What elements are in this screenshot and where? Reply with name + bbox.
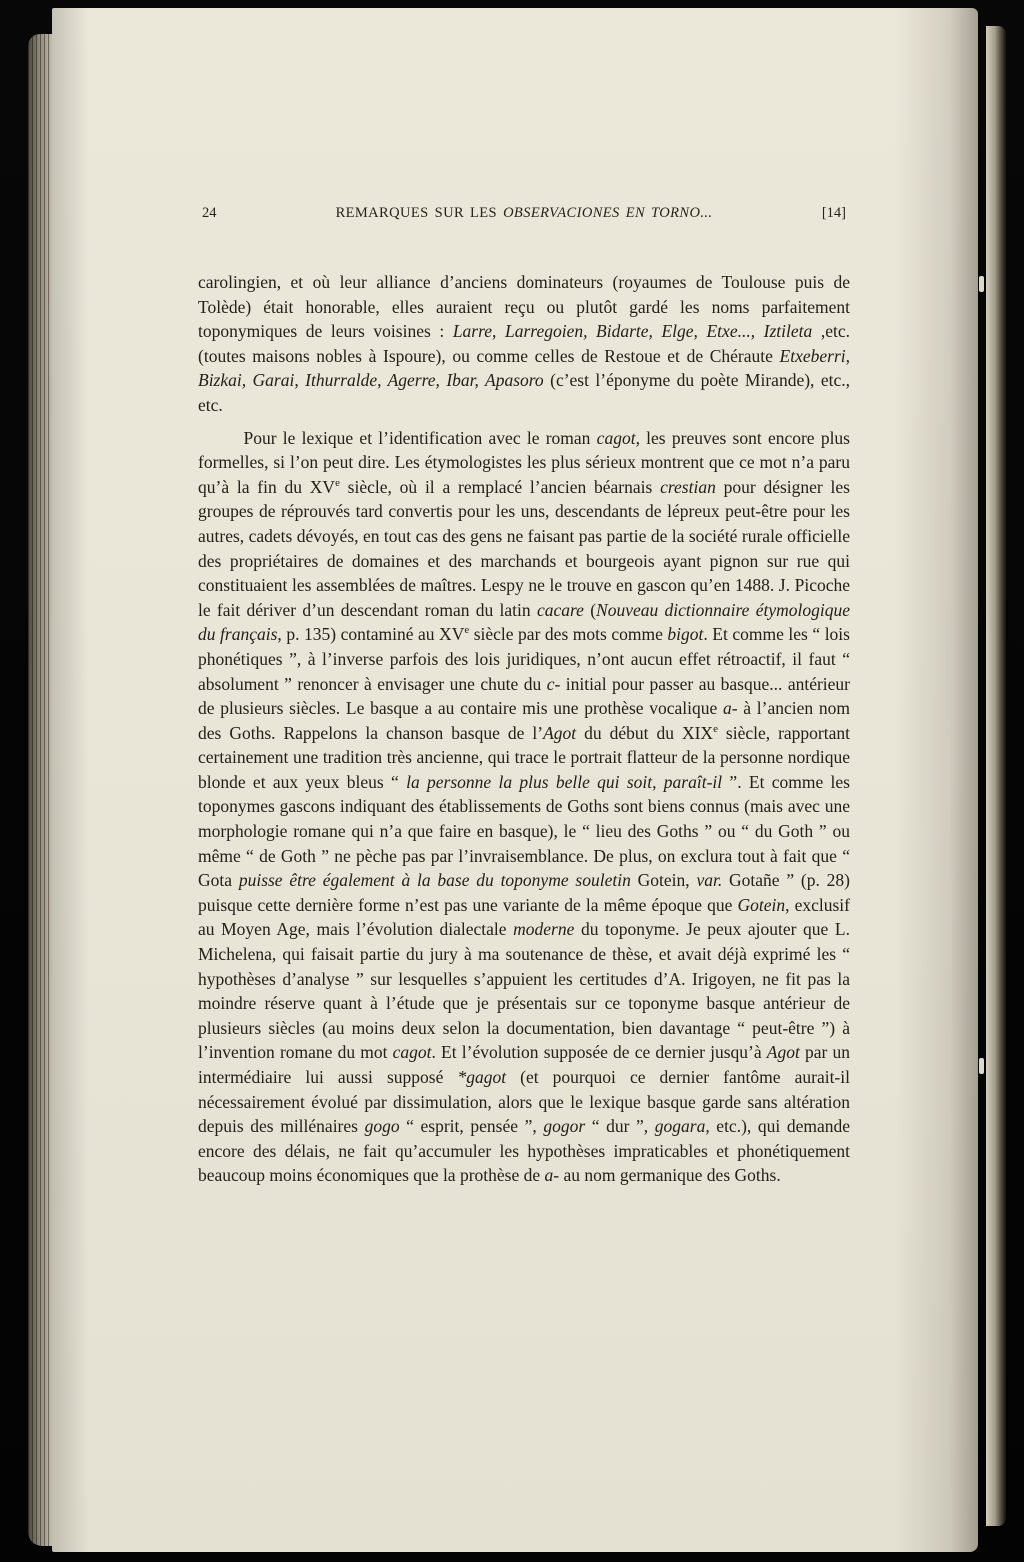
page-number: 24 <box>202 205 217 221</box>
running-header <box>198 205 850 225</box>
binding-thread <box>979 1058 984 1074</box>
running-title: REMARQUES SUR LES OBSERVACIONES EN TORNO... <box>335 205 713 221</box>
page-content <box>52 8 978 1552</box>
paragraph: carolingien, et où leur alliance d’anciens dominateurs (royaumes de Toulouse puis de Tolède) était honorable, elles auraient reçu ou plutôt gardé les noms parfaitement toponymiques de leurs voisines : Larre, Larregoien, Bidarte, Elge, Etxe..., Iztileta ,etc. (toutes maisons nobles à Ispoure), ou comme celles de Restoue et de Chéraute Etxeberri, Bizkai, Garai, Ithurralde, Agerre, Ibar, Apasoro (c’est l’éponyme du poète Mirande), etc., etc. <box>198 272 850 415</box>
paragraph: Pour le lexique et l’identification avec le roman cagot, les preuves sont encore plus formelles, si l’on peut dire. Les étymologistes les plus sérieux montrent que ce mot n’a paru qu’à la fin du XVe siècle, où il a remplacé l’ancien béarnais crestian pour désigner les groupes de réprouvés tard convertis pour les uns, descendants de lépreux peut-être pour les autres, cadets dévoyés, en tout cas des gens ne faisant pas partie de la société rurale officielle des propriétaires de domaines et des marchands et bourgeois ayant pignon sur rue qui constituaient les assemblées de maîtres. Lespy ne le trouve en gascon qu’en 1488. J. Picoche le fait dériver d’un descendant roman du latin cacare (Nouveau dictionnaire étymologique du français, p. 135) contaminé au XVe siècle par des mots comme bigot. Et comme les “ lois phonétiques ”, à l’inverse parfois des lois juridiques, n’ont aucun effet rétroactif, il faut “ absolument ” renoncer à envisager une chute du c- initial pour passer au basque... antérieur de plusieurs siècles. Le basque a au contaire mis une prothèse vocalique a- à l’ancien nom des Goths. Rappelons la chanson basque de l’Agot du début du XIXe siècle, rapportant certainement une tradition très ancienne, qui trace le portrait flatteur de la personne nordique blonde et aux yeux bleus “ la personne la plus belle qui soit, paraît-il ”. Et comme les toponymes gascons indiquant des établissements de Goths sont biens connus (mais avec une morphologie romane qui n’a que faire en basque), le “ lieu des Goths ” ou “ du Goth ” ou même “ de Goth ” ne pèche pas par l’invraisemblance. De plus, on exclura tout à fait que “ Gota puisse être également à la base du toponyme souletin Gotein, var. Gotañe ” (p. 28) puisque cette dernière forme n’est pas une variante de la même époque que Gotein, exclusif au Moyen Age, mais l’évolution dialectale moderne du toponyme. Je peux ajouter que L. Michelena, qui faisait partie du jury à ma soutenance de thèse, et avait déjà exprimé les “ hypothèses d’analyse ” sur lesquelles s’appuient les certitudes d’A. Irigoyen, ne fit pas la moindre réserve quant à l’étude que je présentais sur ce toponyme basque antérieur de plusieurs siècles (au moins deux selon la documentation, bien davantage “ peut-être ”) à l’invention romane du mot cagot. Et l’évolution supposée de ce dernier jusqu’à Agot par un intermédiaire lui aussi supposé *gagot (et pourquoi ce dernier fantôme aurait-il nécessairement évolué par dissimulation, alors que le lexique basque garde sans altération depuis des millénaires gogo “ esprit, pensée ”, gogor “ dur ”, gogara, etc.), qui demande encore des délais, ne fait qu’accumuler les hypothèses impraticables et phonétiquement beaucoup moins économiques que la prothèse de a- au nom germanique des Goths. <box>198 427 851 1186</box>
adjacent-page-edge <box>986 26 1006 1526</box>
body-text <box>198 270 850 1188</box>
book-page <box>52 8 978 1552</box>
bracket-folio-number: [14] <box>821 205 846 221</box>
binding-thread <box>979 276 984 292</box>
